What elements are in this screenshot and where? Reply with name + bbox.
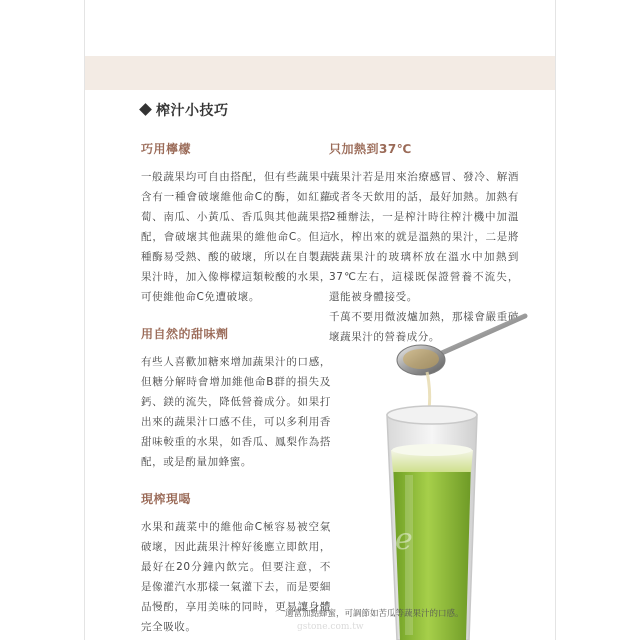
watermark-url: gstone.com.tw — [297, 622, 364, 632]
right-margin — [554, 0, 640, 640]
section-body: 水果和蔬菜中的維他命C極容易被空氣破壞，因此蔬果汁榨好後應立即飲用，最好在20分鐘內飲完。但要注意，不是像灌汽水那樣一氣灌下去，而是要細品慢酌，享用美味的同時，更易讓身體完全吸收。 — [141, 521, 331, 633]
section-title: 巧用檸檬 — [141, 142, 192, 156]
left-margin — [0, 0, 84, 640]
page-title — [141, 100, 229, 120]
section-body: 有些人喜歡加糖來增加蔬果汁的口感，但糖分解時會增加維他命B群的損失及鈣、鎂的流失，降低營養成分。如果打出來的蔬果汁口感不佳，可以多利用香甜味較重的水果，如香瓜、鳳梨作為搭配，或是酌量加蜂蜜。 — [141, 356, 331, 468]
section-body: 一般蔬果均可自由搭配，但有些蔬果中含有一種會破壞維他命C的酶，如紅蘿蔔、南瓜、小黃瓜、香瓜與其他蔬果搭配，會破壞其他蔬果的維他命C。但這種酶易受熱、酸的破壞，所以在自製蔬果汁時，加入像檸檬這類較酸的水果，可使維他命C免遭破壞。 — [141, 171, 331, 303]
section-sweetener — [141, 325, 331, 472]
section-body-2: 千萬不要用微波爐加熱，那樣會嚴重破壞蔬果汁的營養成分。 — [329, 311, 519, 343]
page-title-text: 榨汁小技巧 — [156, 103, 229, 119]
book-page — [84, 0, 556, 640]
section-title: 用自然的甜味劑 — [141, 327, 229, 341]
section-body: 蔬果汁若是用來治療感冒、發冷、解酒或者冬天飲用的話，最好加熱。加熱有2種辦法，一是榨汁時往榨汁機中加溫水，榨出來的就是溫熱的果汁，二是將裝蔬果汁的玻璃杯放在溫水中加熱到37℃左右，這樣既保證營養不流失，還能被身體接受。 — [329, 171, 519, 303]
photo-caption: 適當加點蜂蜜，可調節如苦瓜等蔬果汁的口感。 — [285, 609, 464, 619]
spoon-icon — [397, 316, 525, 410]
section-title: 只加熱到37℃ — [329, 142, 412, 156]
juice-photo — [365, 300, 555, 640]
left-column — [141, 140, 331, 640]
section-title: 現榨現喝 — [141, 492, 192, 506]
watermark: Stone — [321, 522, 414, 557]
diamond-bullet-icon — [139, 103, 152, 116]
header-band — [85, 56, 555, 90]
section-lemon — [141, 140, 331, 307]
